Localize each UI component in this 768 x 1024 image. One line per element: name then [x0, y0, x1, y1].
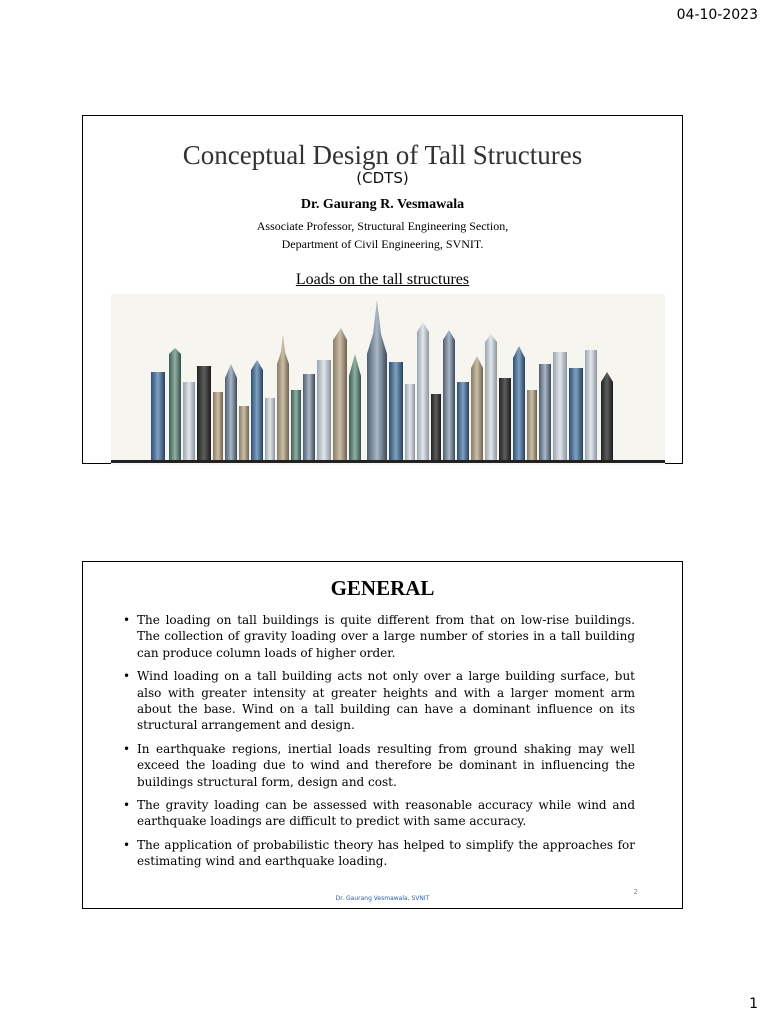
author-name: Dr. Gaurang R. Vesmawala — [300, 197, 465, 212]
bullet-text: The loading on tall buildings is quite different from that on low-rise buildings. The collection of gravity loading over a large number of stories in a tall building can produce column loads of higher order. — [137, 613, 635, 660]
bullet-list — [123, 612, 635, 877]
bullet-symbol: • — [123, 613, 131, 627]
bullet-symbol: • — [123, 837, 131, 852]
page-date: 04-10-2023 — [676, 7, 758, 23]
skyline-image — [111, 294, 665, 465]
bullet-text: The application of probabilistic theory has helped to simplify the approaches for estimating wind and earthquake loading. — [137, 837, 635, 869]
bullet-item — [123, 837, 635, 870]
bullet-item — [123, 797, 635, 830]
page-number: 1 — [749, 996, 758, 1012]
bullet-text: Wind loading on a tall building acts not only over a large building surface, but also with greater intensity at greater heights and with a larger moment arm about the base. Wind on a tall building can have a dominant influence on its structural arrangement and design. — [137, 669, 635, 733]
bullet-item — [123, 612, 635, 661]
slide-number: 2 — [633, 888, 638, 896]
title-slide — [82, 115, 683, 464]
bullet-symbol: • — [123, 798, 131, 813]
bullet-text: The gravity loading can be assessed with reasonable accuracy while wind and earthquake loadings are difficult to predict with same accuracy. — [137, 798, 635, 829]
course-abbreviation: (CDTS) — [356, 169, 409, 187]
bullet-item — [123, 741, 635, 790]
affiliation-line-2: Department of Civil Engineering, SVNIT. — [281, 237, 484, 251]
bullet-text: In earthquake regions, inertial loads resulting from ground shaking may well exceed the loading due to wind and therefore be dominant in influencing the buildings structural form, design and cost. — [137, 741, 635, 789]
lecture-topic: Loads on the tall structures — [295, 271, 470, 288]
bullet-item — [123, 668, 635, 734]
slide-title: Conceptual Design of Tall Structures — [182, 140, 583, 170]
affiliation-line-1: Associate Professor, Structural Engineering Section, — [256, 219, 509, 233]
slide-title: GENERAL — [330, 576, 435, 600]
slide-footer: Dr. Gaurang Vesmawala, SVNIT — [335, 895, 430, 902]
bullet-symbol: • — [123, 669, 131, 684]
content-slide — [82, 561, 683, 909]
bullet-symbol: • — [123, 741, 131, 756]
